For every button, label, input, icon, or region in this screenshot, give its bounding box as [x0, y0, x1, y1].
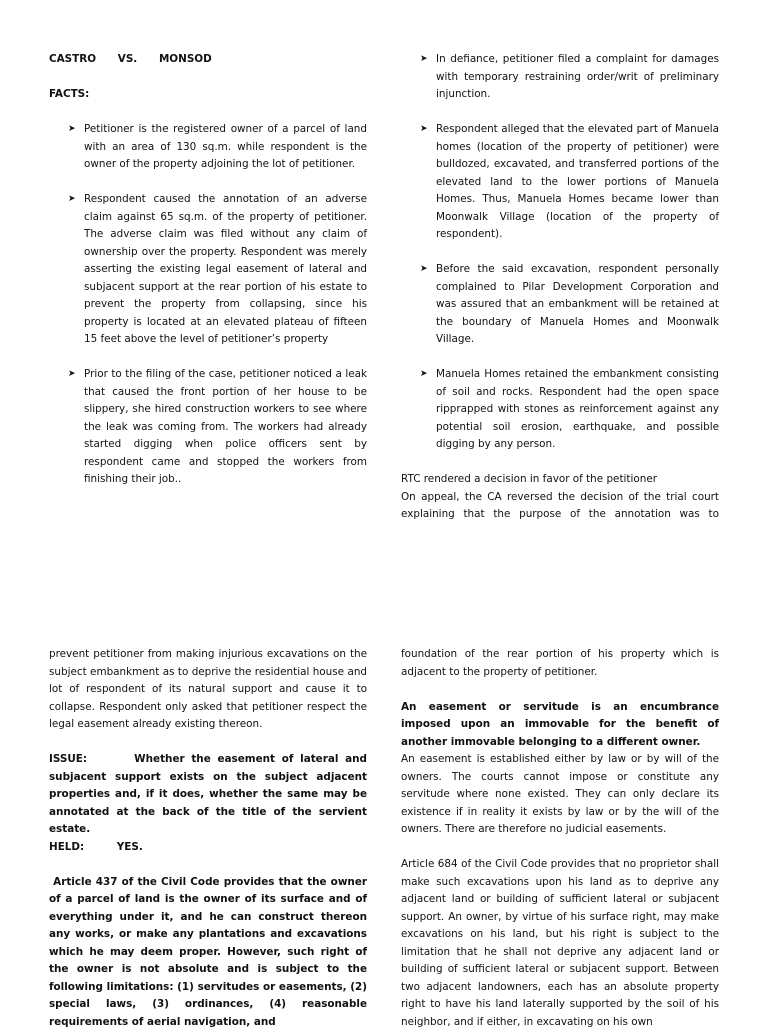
arrow-bullet-icon: ➤ — [68, 191, 76, 209]
list-item: ➤ Prior to the filing of the case, petitioner noticed a leak that caused the front portion of her house to be slippery, she hired construction workers to see where the leak was coming from. The workers had already started digging when police officers sent by respondent came and stopped the workers from finishing their job.. — [49, 366, 367, 489]
facts-heading: FACTS: — [49, 86, 367, 104]
list-item: ➤ In defiance, petitioner filed a complaint for damages with temporary restraining order/writ of preliminary injunction. — [401, 51, 719, 104]
continuation-paragraph: prevent petitioner from making injurious excavations on the subject embankment as to deprive the residential house and lot of respondent of its natural support and cause it to collapse. Respondent only asked that petitioner respect the legal easement already existing thereon. — [49, 646, 367, 734]
appeal-paragraph: On appeal, the CA reversed the decision of the trial court explaining that the purpose of the annotation was to — [401, 489, 719, 524]
rtc-decision: RTC rendered a decision in favor of the petitioner — [401, 471, 719, 489]
page1-right-column — [401, 51, 719, 524]
issue-label: ISSUE: — [49, 753, 87, 765]
page1-left-column — [49, 51, 367, 489]
issue-text: Whether the easement of lateral and subjacent support exists on the subject adjacent properties and, if it does, whether the same may be annotated at the back of the title of the servient estate. — [49, 753, 367, 835]
arrow-bullet-icon: ➤ — [68, 121, 76, 139]
arrow-bullet-icon: ➤ — [68, 366, 76, 384]
held-value: YES. — [117, 841, 143, 853]
list-item: ➤ Before the said excavation, respondent personally complained to Pilar Development Corporation and was assured that an embankment will be retained at the boundary of Manuela Homes and Moonwalk Village. — [401, 261, 719, 349]
continuation-paragraph: foundation of the rear portion of his property which is adjacent to the property of petitioner. — [401, 646, 719, 681]
list-item: ➤ Respondent alleged that the elevated part of Manuela homes (location of the property of petitioner) were bulldozed, excavated, and transferred portions of the elevated land to the lower portions of Manuela Homes. Thus, Manuela Homes became lower than Moonwalk Village (location of the property of respondent). — [401, 121, 719, 244]
list-item: ➤ Petitioner is the registered owner of a parcel of land with an area of 130 sq.m. while respondent is the owner of the property adjoining the lot of petitioner. — [49, 121, 367, 174]
arrow-bullet-icon: ➤ — [420, 261, 428, 279]
arrow-bullet-icon: ➤ — [420, 366, 428, 384]
list-item: ➤ Manuela Homes retained the embankment consisting of soil and rocks. Respondent had the open space ripprapped with stones as reinforcement against any potential soil erosion, earthquake, and possible digging by any person. — [401, 366, 719, 454]
easement-definition: An easement or servitude is an encumbrance imposed upon an immovable for the benefit of another immovable belonging to a different owner. — [401, 699, 719, 752]
article-437-paragraph: Article 437 of the Civil Code provides that the owner of a parcel of land is the owner of its surface and of everything under it, and he can construct thereon any works, or make any plantations and excavations which he may deem proper. However, such right of the owner is not absolute and is subject to the following limitations: (1) servitudes or easements, (2) special laws, (3) ordinances, (4) reasonable requirements of aerial navigation, and — [49, 874, 367, 1031]
issue-paragraph — [49, 751, 367, 839]
arrow-bullet-icon: ➤ — [420, 121, 428, 139]
page2-right-column — [401, 646, 719, 1031]
easement-paragraph: An easement is established either by law or by will of the owners. The courts cannot impose or constitute any servitude where none existed. They can only declare its existence if in reality it exists by law or by the will of the owners. There are therefore no judicial easements. — [401, 751, 719, 839]
held-label: HELD: — [49, 841, 84, 853]
list-item: ➤ Respondent caused the annotation of an adverse claim against 65 sq.m. of the property of petitioner. The adverse claim was filed without any claim of ownership over the property. Respondent was merely asserting the existing legal easement of lateral and subjacent support at the rear portion of his estate to prevent the property from collapsing, since his property is located at an elevated plateau of fifteen 15 feet above the level of petitioner’s property — [49, 191, 367, 349]
arrow-bullet-icon: ➤ — [420, 51, 428, 69]
held-line — [49, 839, 367, 857]
case-title: CASTRO VS. MONSOD — [49, 51, 367, 69]
article-684-paragraph: Article 684 of the Civil Code provides that no proprietor shall make such excavations upon his land as to deprive any adjacent land or building of sufficient lateral or subjacent support. An owner, by virtue of his surface right, may make excavations on his land, but his right is subject to the limitation that he shall not deprive any adjacent land or building of sufficient lateral or subjacent support. Between two adjacent landowners, each has an absolute property right to have his land laterally supported by the soil of his neighbor, and if either, in excavating on his own — [401, 856, 719, 1031]
page2-left-column — [49, 646, 367, 1031]
